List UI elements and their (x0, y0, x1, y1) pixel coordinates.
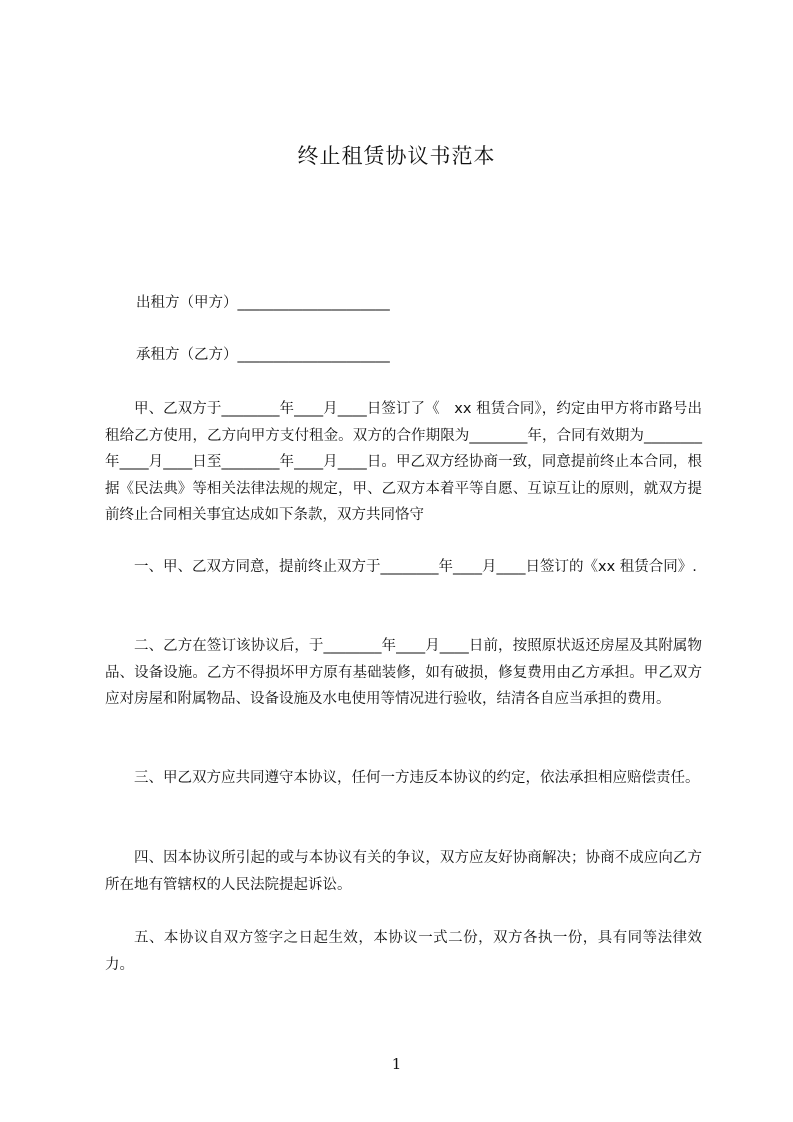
page-number: 1 (391, 1055, 402, 1073)
clause-5: 五、本协议自双方签字之日起生效，本协议一式二份，双方各执一份，具有同等法律效力。 (105, 930, 702, 973)
document-title: 终止租赁协议书范本 (297, 144, 496, 168)
intro-paragraph: 甲、乙双方于________年____月____日签订了《 xx 租赁合同》，约定由甲方将市路号出租给乙方使用，乙方向甲方支付租金。双方的合作期限为________年，合同有效期为________年____月____日至________年____月____日。甲乙双方经协商一致，同意提前终止本合同，根据《民法典》等相关法律法规的规定，甲、乙双方本着平等自愿、互谅互让的原则，就双方提前终止合同相关事宜达成如下条款，双方共同恪守 (105, 401, 702, 523)
lessee-line: 承租方（乙方）_____________________ (136, 347, 390, 363)
clause-1: 一、甲、乙双方同意，提前终止双方于________年____月____日签订的《xx 租赁合同》. (134, 559, 697, 575)
clause-4: 四、因本协议所引起的或与本协议有关的争议，双方应友好协商解决；协商不成应向乙方所在地有管辖权的人民法院提起诉讼。 (105, 850, 702, 893)
lessor-line: 出租方（甲方）_____________________ (136, 295, 390, 311)
clause-3: 三、甲乙双方应共同遵守本协议，任何一方违反本协议的约定，依法承担相应赔偿责任。 (134, 770, 700, 786)
clause-2: 二、乙方在签订该协议后，于________年____月____日前，按照原状返还房屋及其附属物品、设备设施。乙方不得损坏甲方原有基础装修，如有破损，修复费用由乙方承担。甲乙双方应对房屋和附属物品、设备设施及水电使用等情况进行验收，结清各自应当承担的费用。 (105, 638, 702, 707)
